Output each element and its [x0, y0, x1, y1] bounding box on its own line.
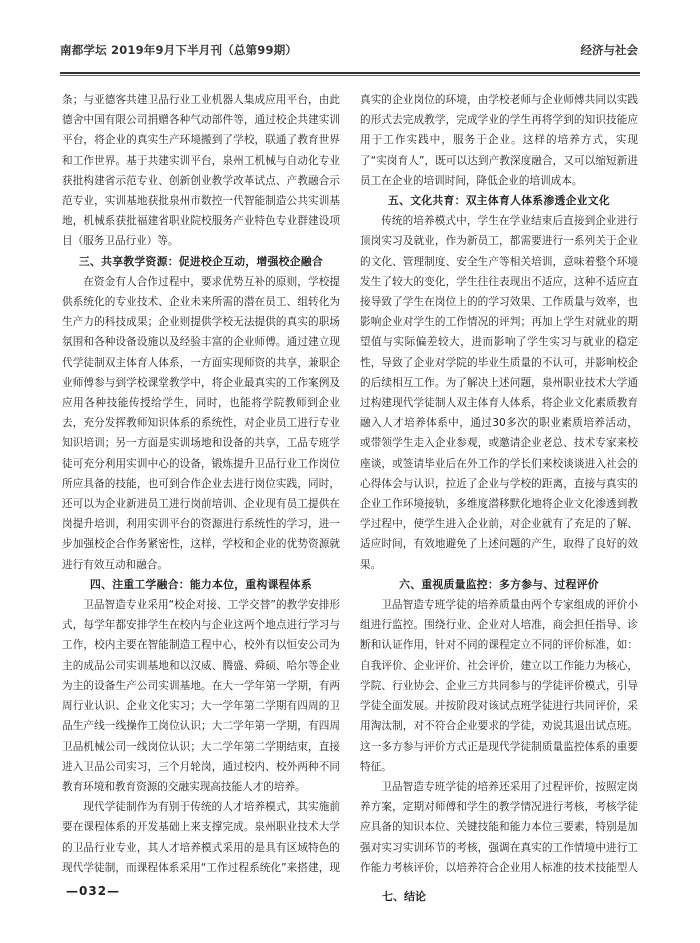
body-paragraph: 现代学徒制作为有别于传统的人才培养模式，其实施前要在课程体系的开发基础上来支撑完成。泉州职业技术大学的卫品行业专业，其人才培养模式采用的是具有区域特色的现代学徒制，而课程体系采用“工作过程系统化”来搭建，现: [62, 801, 340, 874]
running-header: [60, 38, 638, 68]
body-paragraph: 在资金有人合作过程中，要求优势互补的原则，学校提供系统化的专业技术、企业未来所需的潜在员工、组转化为生产力的科技成果；企业则提供学校无法提供的真实的职场氛围和各种设备设施以及经验丰富的企业师傅。通过建立现代学徒制双主体育人体系，一方面实现师资的共享，兼职企业师傅参与到学校课堂教学中，将企业最真实的工作案例及应用各种技能传授给学生，同时，也能将学院教师到企业去，充分发挥教师知识体系的系统性，对企业员工进行专业知识培训；另一方面是实训场地和设备的共享，工品专班学徒可充分利用实训中心的设备，锻炼提升卫品行业工作岗位所应具备的技能，也可到合作企业去进行岗位实践，同时，还可以为企业新进员工进行岗前培训、企业现有员工提供在岗提升培训，利用实训平台的资源进行系统性的学习，进一步加强校企合作务紧密性，这样，学校和企业的优势资源就进行有效互动和融合。: [62, 275, 340, 571]
section-label: 经济与社会: [580, 43, 638, 57]
page-number: —032—: [66, 884, 121, 898]
body-paragraph: 卫品智造专业采用“校企对接、工学交替”的教学安排形式，每学年都安排学生在校内与企业这两个地点进行学习与工作，校内主要在智能制造工程中心，校外有以恒安公司为主的成品公司实训基地和以汉威、腾盛、舜硕、哈尔等企业为主的设备生产公司实训基地。在大一学年第一学期，有两周行业认识、企业文化实习；大一学年第二学期有四周的卫品生产线一线操作工岗位认识；大二学年第一学期，有四周卫品机械公司一线岗位认识；大二学年第二学期结束，直接进入卫品公司实习，三个月轮岗，通过校内、校外两种不同教育环境和教育资源的交融实现高技能人才的培养。: [62, 599, 340, 793]
left-column: [62, 90, 340, 880]
body-paragraph: 传统的培养模式中，学生在学业结束后直接到企业进行顶岗实习及就业，作为新员工，都需要进行一系列关于企业的文化、管理制度、安全生产等相关培训，意味着整个环境发生了较大的变化，学生往往表现出不适应，这种不适应直接导致了学生在岗位上的的学习效果、工作质量与效率，也影响企业对学生的工作情况的评判；再加上学生对就业的期望值与实际偏差较大，进而影响了学生实习与就业的稳定性，导致了企业对学院的毕业生质量的不认可，并影响校企的后续相互工作。为了解决上述问题，泉州职业技术大学通过构建现代学徒制人双主体育人体系，将企业文化素质教育融入人才培养体系中，通过30多次的职业素质培养活动，或带领学生走入企业参观，或邀请企业老总、技术专家来校座谈，或签请毕业后在外工作的学长们来校谈谈进入社会的心得体会与认识，拉近了企业与学校的距离，直接与真实的企业工作环境接轨，多维度潜移默化地将企业文化渗透到教学过程中，使学生进入企业前，对企业就有了充足的了解、适应时间，有效地避免了上述问题的产生，取得了良好的效果。: [360, 215, 638, 571]
journal-title: 南都学坛 2019年9月下半月刊（总第99期）: [60, 43, 298, 57]
section-heading: 四、注重工学融合：能力本位，重构课程体系: [90, 577, 312, 591]
section-heading-conclusion: 七、结论: [382, 890, 426, 903]
section-heading: 六、重视质量监控：多方参与、过程评价: [399, 577, 599, 591]
section-heading: 五、文化共育：双主体育人体系渗透企业文化: [388, 194, 610, 208]
header-rule-thick: [60, 72, 640, 74]
body-paragraph: 卫品智造专班学徒的培养质量由两个专家组成的评价小组进行监控。围绕行业、企业对人培准，商会担任指导、诊断和认证作用，针对不同的课程定立不同的评价标准，如：自我评价、企业评价、社会评价，建立以工作能力为核心，学院、行业协会、企业三方共同参与的学徒评价模式，引导学徒全面发展。并按阶段对该试点班学徒进行共同评价，采用淘汰制，对不符合企业要求的学徒，劝说其退出试点班。这一多方参与评价方式正是现代学徒制质量监控体系的重要特征。: [360, 599, 638, 773]
body-paragraph: 卫品智造专班学徒的培养还采用了过程评价，按照定岗养方案，定期对师傅和学生的教学情况进行考核，考核学徒应具备的知识本位、关键技能和能力本位三要素，特别是加强对实习实训环节的考核，强调在真实的工作情境中进行工作能力考核评价，以培养符合企业用人标准的技术技能型人: [360, 780, 638, 874]
header-rule-thin: [60, 75, 640, 76]
body-paragraph: 条；与亚德客共建卫品行业工业机器人集成应用平台，由此德舍中国有限公司捐赠各种气动部件等，通过校企共建实训平台，将企业的真实生产环境搬到了学校，联通了教育世界和工作世界。基于共建实训平台，泉州工机械与自动化专业获批构建省示范专业、创新创业教学改革试点、产教融合示范专业，实训基地获批泉州市数控一代智能制造公共实训基地，机械系获批福建省职业院校服务产业特色专业群建设项目（服务卫品行业）等。: [62, 94, 340, 248]
section-heading: 三、共享教学资源：促进校企互动，增强校企融合: [78, 254, 324, 268]
body-paragraph: 真实的企业岗位的环境，由学校老师与企业师傅共同以实践的形式去完成教学，完成学业的学生再将学到的知识技能应用于工作实践中，服务于企业。这样的培养方式，实现了“实岗育人”，既可以达到产教深度融合，又可以缩短新进员工在企业的培训时间，降低企业的培训成本。: [360, 94, 638, 187]
right-column: [360, 90, 638, 880]
